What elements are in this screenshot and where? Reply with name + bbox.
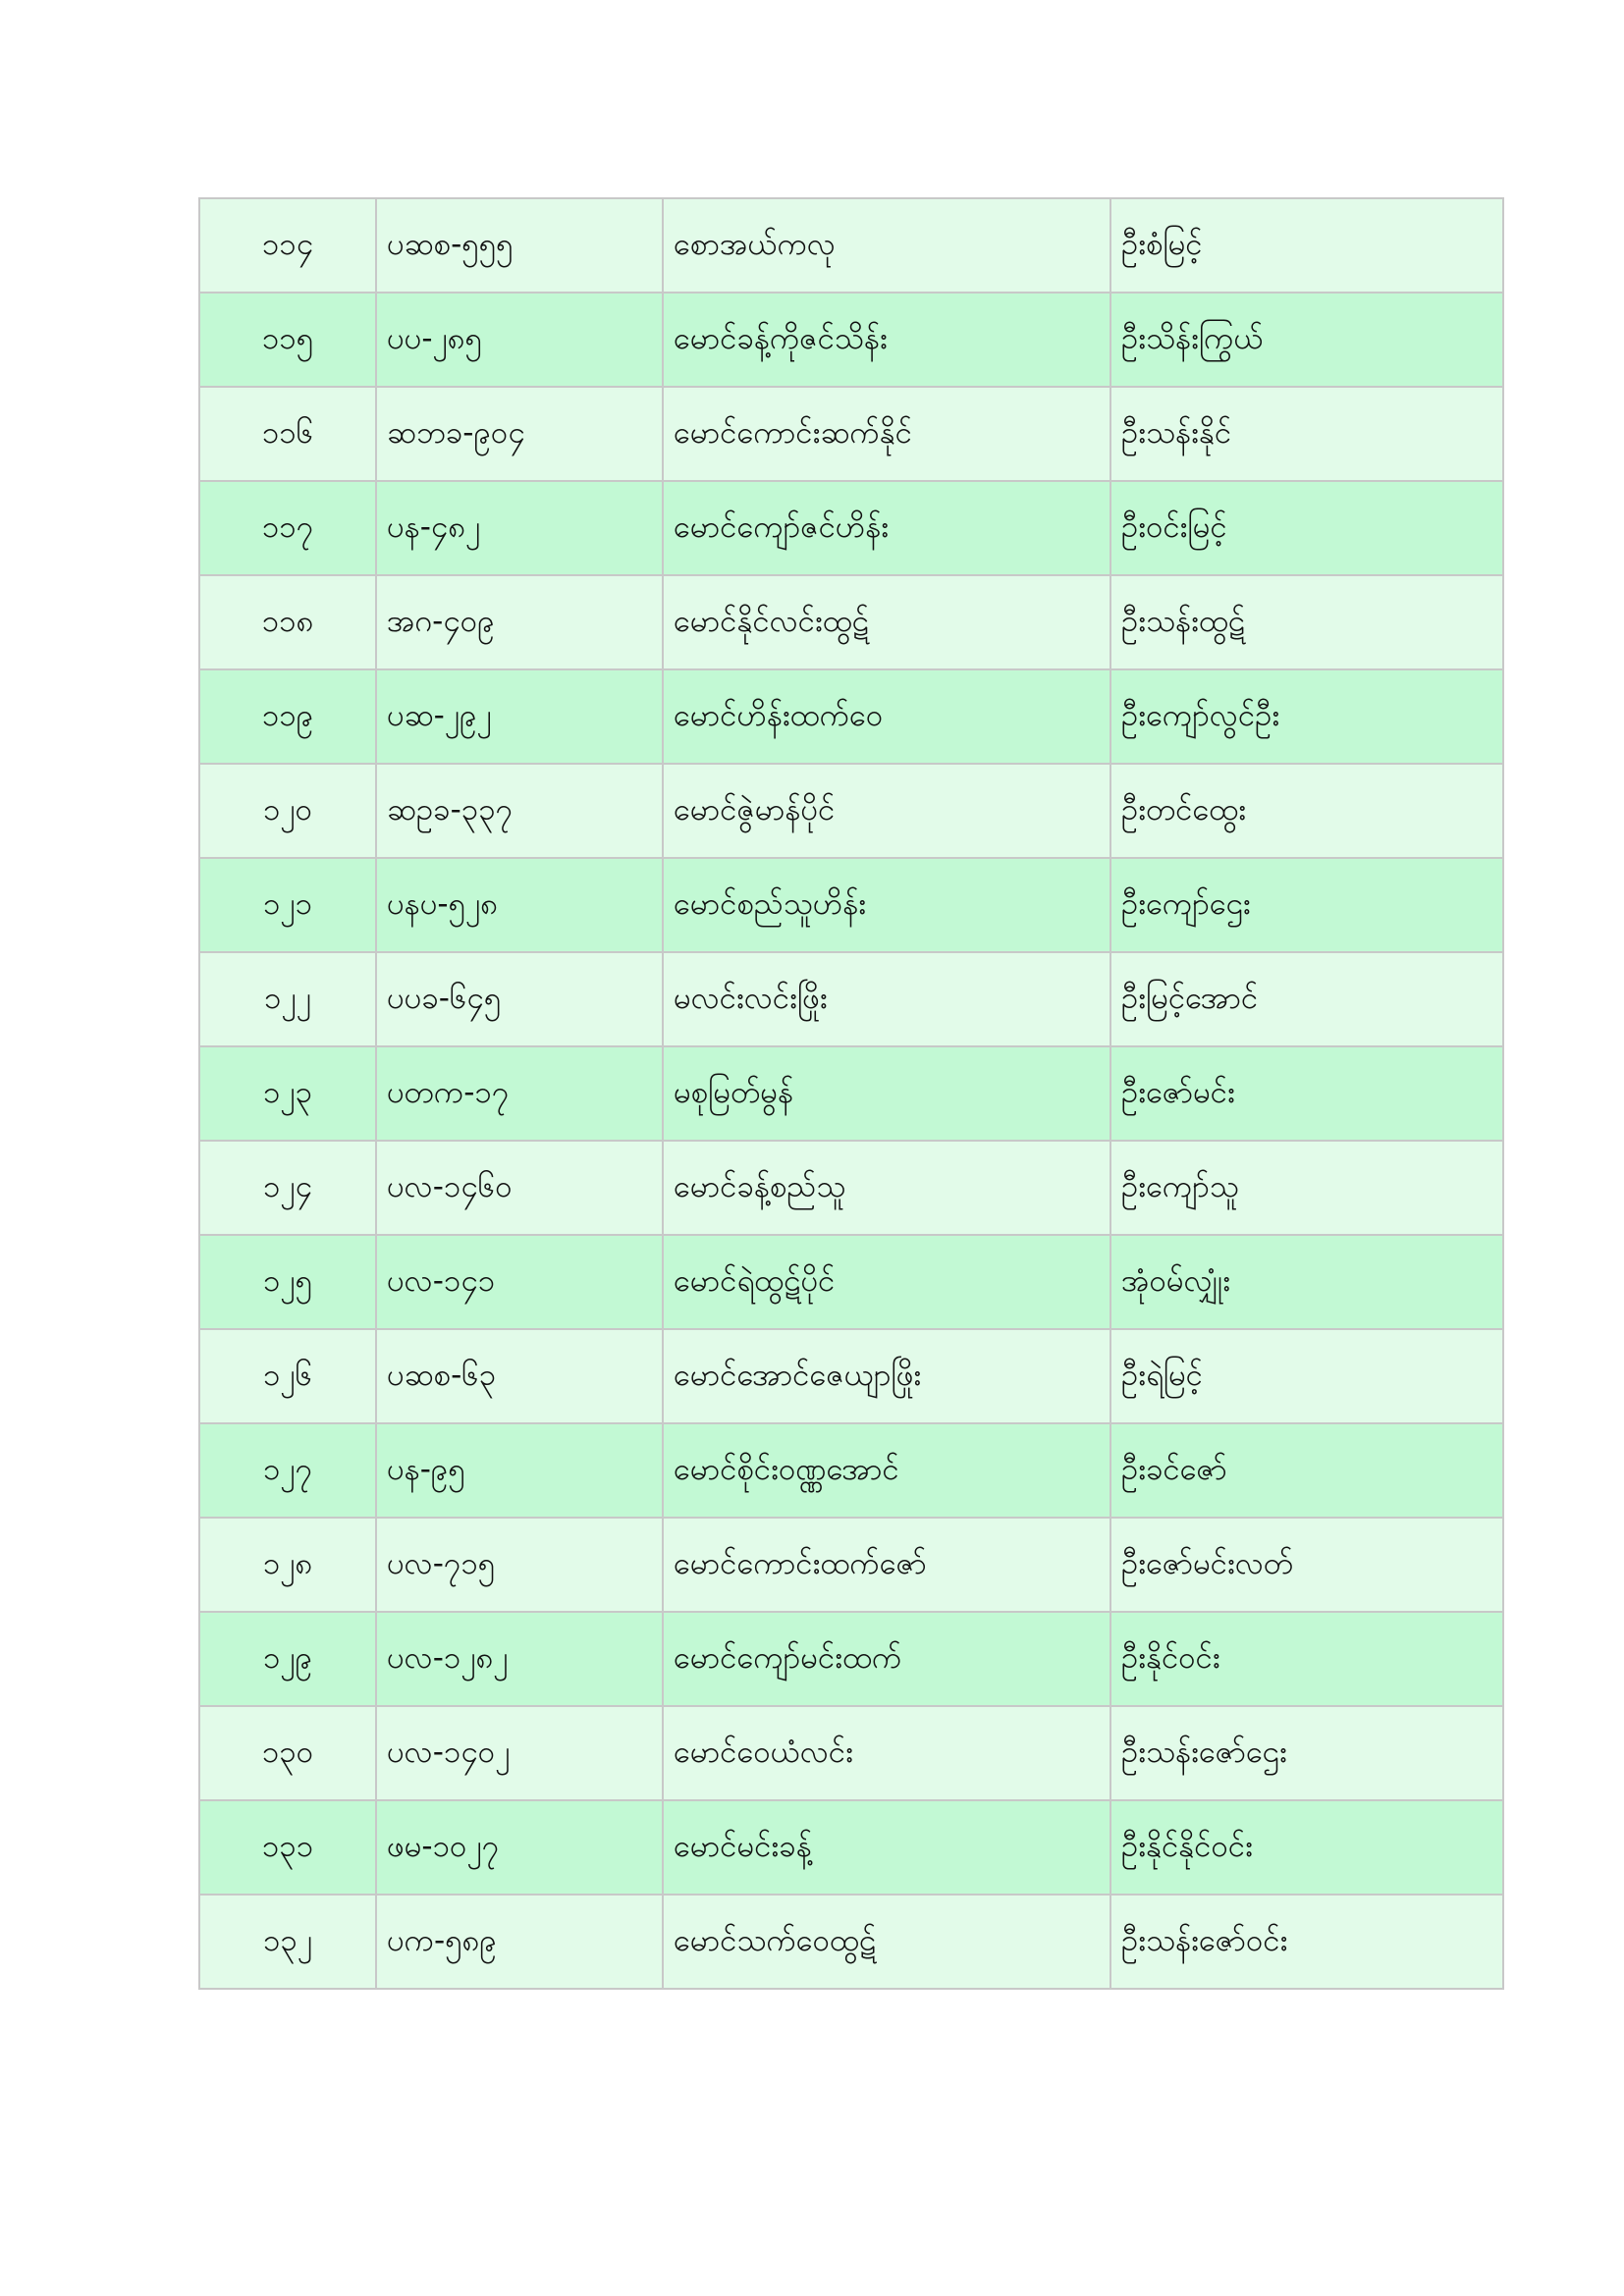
- father-name-cell: ဦးကျော်သူ: [1110, 1141, 1503, 1235]
- roll-number-cell: ပနပ-၅၂၈: [376, 858, 663, 952]
- table-row: [199, 293, 1503, 387]
- serial-number-cell: ၁၃၁: [199, 1800, 376, 1895]
- father-name-cell: ဦးသိန်းကြွယ်: [1110, 293, 1503, 387]
- roll-number-cell: ပလ-၁၄၀၂: [376, 1706, 663, 1800]
- serial-number-cell: ၁၂၇: [199, 1423, 376, 1518]
- father-name-cell: ဦးတင်ထွေး: [1110, 764, 1503, 858]
- father-name-cell: ဦးရဲမြင့်: [1110, 1329, 1503, 1423]
- table-row: [199, 198, 1503, 293]
- serial-number-cell: ၁၃၂: [199, 1895, 376, 1989]
- roll-number-cell: ပန-၄၈၂: [376, 481, 663, 575]
- table-row: [199, 1612, 1503, 1706]
- student-name-cell: မောင်စည်သူဟိန်း: [663, 858, 1110, 952]
- roll-number-cell: ပပ-၂၈၅: [376, 293, 663, 387]
- father-name-cell: ဦးသန်းဇော်ဝင်း: [1110, 1895, 1503, 1989]
- student-name-cell: မောင်ခန့်စည်သူ: [663, 1141, 1110, 1235]
- student-name-cell: မောင်ကျော်ဇင်ဟိန်း: [663, 481, 1110, 575]
- roll-number-cell: ပန-၉၅: [376, 1423, 663, 1518]
- father-name-cell: ဦးဇော်မင်း: [1110, 1046, 1503, 1141]
- roll-number-cell: ပက-၅၈၉: [376, 1895, 663, 1989]
- roll-number-cell: ပလ-၇၁၅: [376, 1518, 663, 1612]
- student-roster-table: [198, 197, 1504, 1990]
- roll-number-cell: ဖမ-၁၀၂၇: [376, 1800, 663, 1895]
- table-row: [199, 481, 1503, 575]
- serial-number-cell: ၁၁၄: [199, 198, 376, 293]
- father-name-cell: ဦးနိုင်နိုင်ဝင်း: [1110, 1800, 1503, 1895]
- roll-number-cell: ပတက-၁၇: [376, 1046, 663, 1141]
- roll-number-cell: ပလ-၁၄၁: [376, 1235, 663, 1329]
- serial-number-cell: ၁၂၆: [199, 1329, 376, 1423]
- student-name-cell: မောင်ဇွဲမာန်ပိုင်: [663, 764, 1110, 858]
- student-name-cell: မောင်မင်းခန့်: [663, 1800, 1110, 1895]
- serial-number-cell: ၁၂၁: [199, 858, 376, 952]
- table-row: [199, 1706, 1503, 1800]
- roll-number-cell: ဆဘခ-၉၀၄: [376, 387, 663, 481]
- table-row: [199, 387, 1503, 481]
- serial-number-cell: ၁၂၀: [199, 764, 376, 858]
- serial-number-cell: ၁၂၉: [199, 1612, 376, 1706]
- student-name-cell: မောင်ကျော်မင်းထက်: [663, 1612, 1110, 1706]
- roll-number-cell: ပဆစ-၅၅၅: [376, 198, 663, 293]
- table-row: [199, 669, 1503, 764]
- student-name-cell: မောင်အောင်ဇေယျာဖြိုး: [663, 1329, 1110, 1423]
- table-row: [199, 1329, 1503, 1423]
- father-name-cell: ဦးသန်းဇော်ဌေး: [1110, 1706, 1503, 1800]
- student-name-cell: မောင်ဝေယံလင်း: [663, 1706, 1110, 1800]
- serial-number-cell: ၁၁၆: [199, 387, 376, 481]
- father-name-cell: ဦးဇော်မင်းလတ်: [1110, 1518, 1503, 1612]
- table-row: [199, 1141, 1503, 1235]
- serial-number-cell: ၁၃၀: [199, 1706, 376, 1800]
- father-name-cell: ဦးကျော်ဌေး: [1110, 858, 1503, 952]
- roll-number-cell: ပလ-၁၂၈၂: [376, 1612, 663, 1706]
- serial-number-cell: ၁၂၃: [199, 1046, 376, 1141]
- father-name-cell: ဦးမြင့်အောင်: [1110, 952, 1503, 1046]
- father-name-cell: ဦးသန်းထွဋ်: [1110, 575, 1503, 669]
- table-row: [199, 1235, 1503, 1329]
- roll-number-cell: ပလ-၁၄၆၀: [376, 1141, 663, 1235]
- student-name-cell: မောင်နိုင်လင်းထွဋ်: [663, 575, 1110, 669]
- student-name-cell: မစုမြတ်မွန်: [663, 1046, 1110, 1141]
- serial-number-cell: ၁၁၈: [199, 575, 376, 669]
- student-name-cell: မောင်ခန့်ကိုဇင်သိန်း: [663, 293, 1110, 387]
- student-name-cell: မောင်စိုင်းဝဏ္ဏအောင်: [663, 1423, 1110, 1518]
- father-name-cell: ဦးနိုင်ဝင်း: [1110, 1612, 1503, 1706]
- table-row: [199, 1895, 1503, 1989]
- student-name-cell: မောင်ကောင်းဆက်နိုင်: [663, 387, 1110, 481]
- student-name-cell: မောင်ရဲထွဋ်ပိုင်: [663, 1235, 1110, 1329]
- roll-number-cell: ပဆ-၂၉၂: [376, 669, 663, 764]
- serial-number-cell: ၁၂၂: [199, 952, 376, 1046]
- student-name-cell: မောင်ကောင်းထက်ဇော်: [663, 1518, 1110, 1612]
- roll-number-cell: ပပခ-၆၄၅: [376, 952, 663, 1046]
- table-row: [199, 764, 1503, 858]
- student-name-cell: စောအယ်ကလု: [663, 198, 1110, 293]
- father-name-cell: အုံဝမ်လျှုံး: [1110, 1235, 1503, 1329]
- serial-number-cell: ၁၂၅: [199, 1235, 376, 1329]
- serial-number-cell: ၁၂၄: [199, 1141, 376, 1235]
- table-row: [199, 1046, 1503, 1141]
- father-name-cell: ဦးခင်ဇော်: [1110, 1423, 1503, 1518]
- table-row: [199, 1423, 1503, 1518]
- roll-number-cell: ပဆစ-၆၃: [376, 1329, 663, 1423]
- serial-number-cell: ၁၁၉: [199, 669, 376, 764]
- serial-number-cell: ၁၁၅: [199, 293, 376, 387]
- student-name-cell: မောင်ဟိန်းထက်ဝေ: [663, 669, 1110, 764]
- father-name-cell: ဦးကျော်လွင်ဦး: [1110, 669, 1503, 764]
- table-row: [199, 575, 1503, 669]
- roll-number-cell: အဂ-၄၀၉: [376, 575, 663, 669]
- father-name-cell: ဦးစံမြင့်: [1110, 198, 1503, 293]
- table-row: [199, 1518, 1503, 1612]
- student-name-cell: မလင်းလင်းဖြိုး: [663, 952, 1110, 1046]
- father-name-cell: ဦးဝင်းမြင့်: [1110, 481, 1503, 575]
- serial-number-cell: ၁၂၈: [199, 1518, 376, 1612]
- serial-number-cell: ၁၁၇: [199, 481, 376, 575]
- roll-number-cell: ဆဥခ-၃၃၇: [376, 764, 663, 858]
- father-name-cell: ဦးသန်းနိုင်: [1110, 387, 1503, 481]
- table-row: [199, 1800, 1503, 1895]
- student-name-cell: မောင်သက်ဝေထွဋ်: [663, 1895, 1110, 1989]
- table-row: [199, 952, 1503, 1046]
- roster-body: [199, 198, 1503, 1989]
- table-row: [199, 858, 1503, 952]
